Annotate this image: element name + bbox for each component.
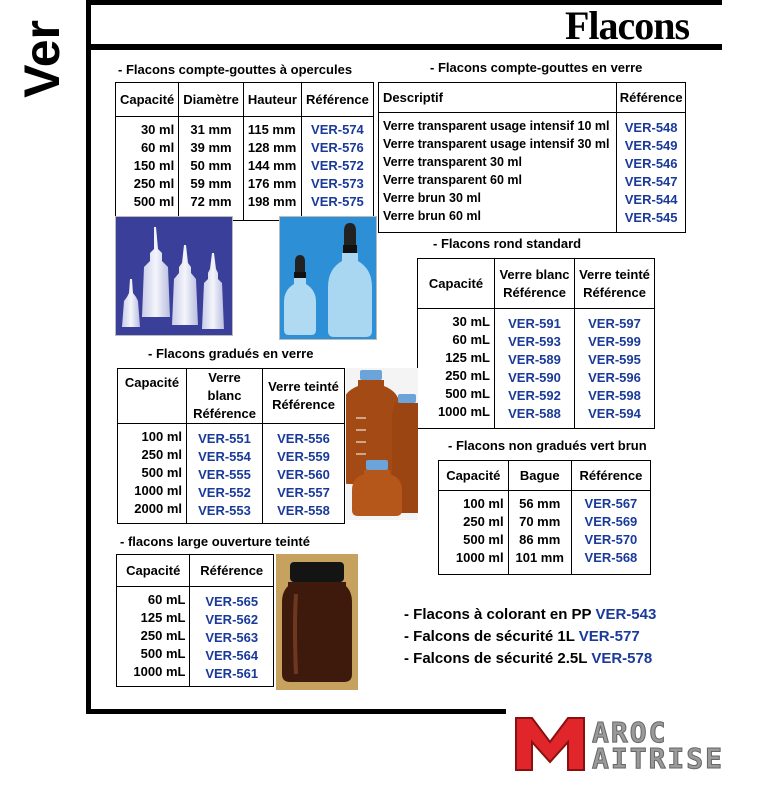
large-reference-col: VER-565 VER-562 VER-563 VER-564 VER-561 — [190, 587, 274, 687]
left-rule — [86, 0, 91, 714]
wide-mouth-jar-icon — [276, 554, 358, 690]
gradues-header-blanc: Verre blanc Référence — [187, 369, 263, 424]
amber-bottles-icon — [346, 368, 418, 520]
opercules-reference-col: VER-574 VER-576 VER-572 VER-573 VER-575 — [301, 117, 373, 221]
accessory-securite-25l: - Falcons de sécurité 2.5L VER-578 — [404, 650, 653, 667]
non-gradues-reference-col: VER-567 VER-569 VER-570 VER-568 — [571, 491, 650, 575]
gradues-blanc-col: VER-551 VER-554 VER-555 VER-552 VER-553 — [187, 424, 263, 524]
gradues-header-capacite: Capacité — [118, 369, 187, 424]
opercules-header-diametre: Diamètre — [179, 83, 244, 117]
verre-gouttes-table — [378, 82, 686, 233]
accessory-securite-1l-ref: VER-577 — [578, 628, 640, 645]
opercules-table — [115, 82, 374, 221]
accessory-securite-1l: - Falcons de sécurité 1L VER-577 — [404, 628, 640, 645]
page-title: Flacons — [565, 3, 690, 48]
rond-header-capacite: Capacité — [418, 259, 495, 309]
plastic-bottles-icon — [116, 217, 233, 336]
wide-mouth-jar-photo — [276, 554, 358, 690]
opercules-header-capacite: Capacité — [116, 83, 179, 117]
opercules-header-hauteur: Hauteur — [243, 83, 301, 117]
glass-dropper-bottles-photo — [279, 216, 377, 340]
gradues-header-teinte: Verre teinté Référence — [263, 369, 345, 424]
large-header-capacite: Capacité — [117, 555, 190, 587]
non-gradues-bague-col: 56 mm 70 mm 86 mm 101 mm — [508, 491, 571, 575]
large-table — [116, 554, 274, 687]
logo-text-line1: AROC — [592, 716, 668, 749]
large-capacity-col: 60 mL 125 mL 250 mL 500 mL 1000 mL — [117, 587, 190, 687]
rond-header-blanc: Verre blanc Référence — [495, 259, 575, 309]
gradues-capacity-col: 100 ml 250 ml 500 ml 1000 ml 2000 ml — [118, 424, 187, 524]
opercules-capacity-col: 30 ml 60 ml 150 ml 250 ml 500 ml — [116, 117, 179, 221]
bottom-rule — [86, 709, 506, 714]
accessory-securite-25l-ref: VER-578 — [591, 650, 653, 667]
amber-graduated-bottles-photo — [346, 368, 418, 520]
verre-gouttes-header-descriptif: Descriptif — [379, 83, 617, 113]
non-gradues-header-bague: Bague — [508, 461, 571, 491]
non-gradues-title: - Flacons non gradués vert brun — [448, 438, 647, 453]
verre-gouttes-references: VER-548 VER-549 VER-546 VER-547 VER-544 VER-545 — [617, 113, 686, 233]
logo-m-icon — [512, 712, 588, 774]
plastic-dropper-bottles-photo — [115, 216, 233, 336]
accessory-colorant: - Flacons à colorant en PP VER-543 — [404, 606, 657, 623]
large-header-reference: Référence — [190, 555, 274, 587]
large-title: - flacons large ouverture teinté — [120, 534, 310, 549]
logo-text-line2: AITRISE — [592, 742, 725, 775]
rond-standard-title: - Flacons rond standard — [433, 236, 582, 251]
rond-capacity-col: 30 mL 60 mL 125 mL 250 mL 500 mL 1000 mL — [418, 309, 495, 429]
opercules-title: - Flacons compte-gouttes à opercules — [118, 62, 353, 77]
rond-teinte-col: VER-597 VER-599 VER-595 VER-596 VER-598 VER-594 — [575, 309, 655, 429]
gradues-teinte-col: VER-556 VER-559 VER-560 VER-557 VER-558 — [263, 424, 345, 524]
opercules-height-col: 115 mm 128 mm 144 mm 176 mm 198 mm — [243, 117, 301, 221]
non-gradues-capacity-col: 100 ml 250 ml 500 ml 1000 ml — [439, 491, 509, 575]
rond-standard-table — [417, 258, 655, 429]
non-gradues-header-reference: Référence — [571, 461, 650, 491]
verre-gouttes-descriptions: Verre transparent usage intensif 10 ml Verre transparent usage intensif 30 ml Verre transparent 30 ml Verre transparent 60 ml Verre brun 30 ml Verre brun 60 ml — [379, 113, 617, 233]
side-label: Ver — [14, 20, 70, 98]
gradues-title: - Flacons gradués en verre — [148, 346, 314, 361]
opercules-header-reference: Référence — [301, 83, 373, 117]
glass-dropper-icon — [280, 217, 377, 340]
verre-gouttes-title: - Flacons compte-gouttes en verre — [430, 60, 643, 75]
opercules-diameter-col: 31 mm 39 mm 50 mm 59 mm 72 mm — [179, 117, 244, 221]
rond-header-teinte: Verre teinté Référence — [575, 259, 655, 309]
accessory-colorant-ref: VER-543 — [595, 606, 657, 623]
rond-blanc-col: VER-591 VER-593 VER-589 VER-590 VER-592 VER-588 — [495, 309, 575, 429]
non-gradues-table — [438, 460, 651, 575]
non-gradues-header-capacite: Capacité — [439, 461, 509, 491]
gradues-table — [117, 368, 345, 524]
verre-gouttes-header-reference: Référence — [617, 83, 686, 113]
